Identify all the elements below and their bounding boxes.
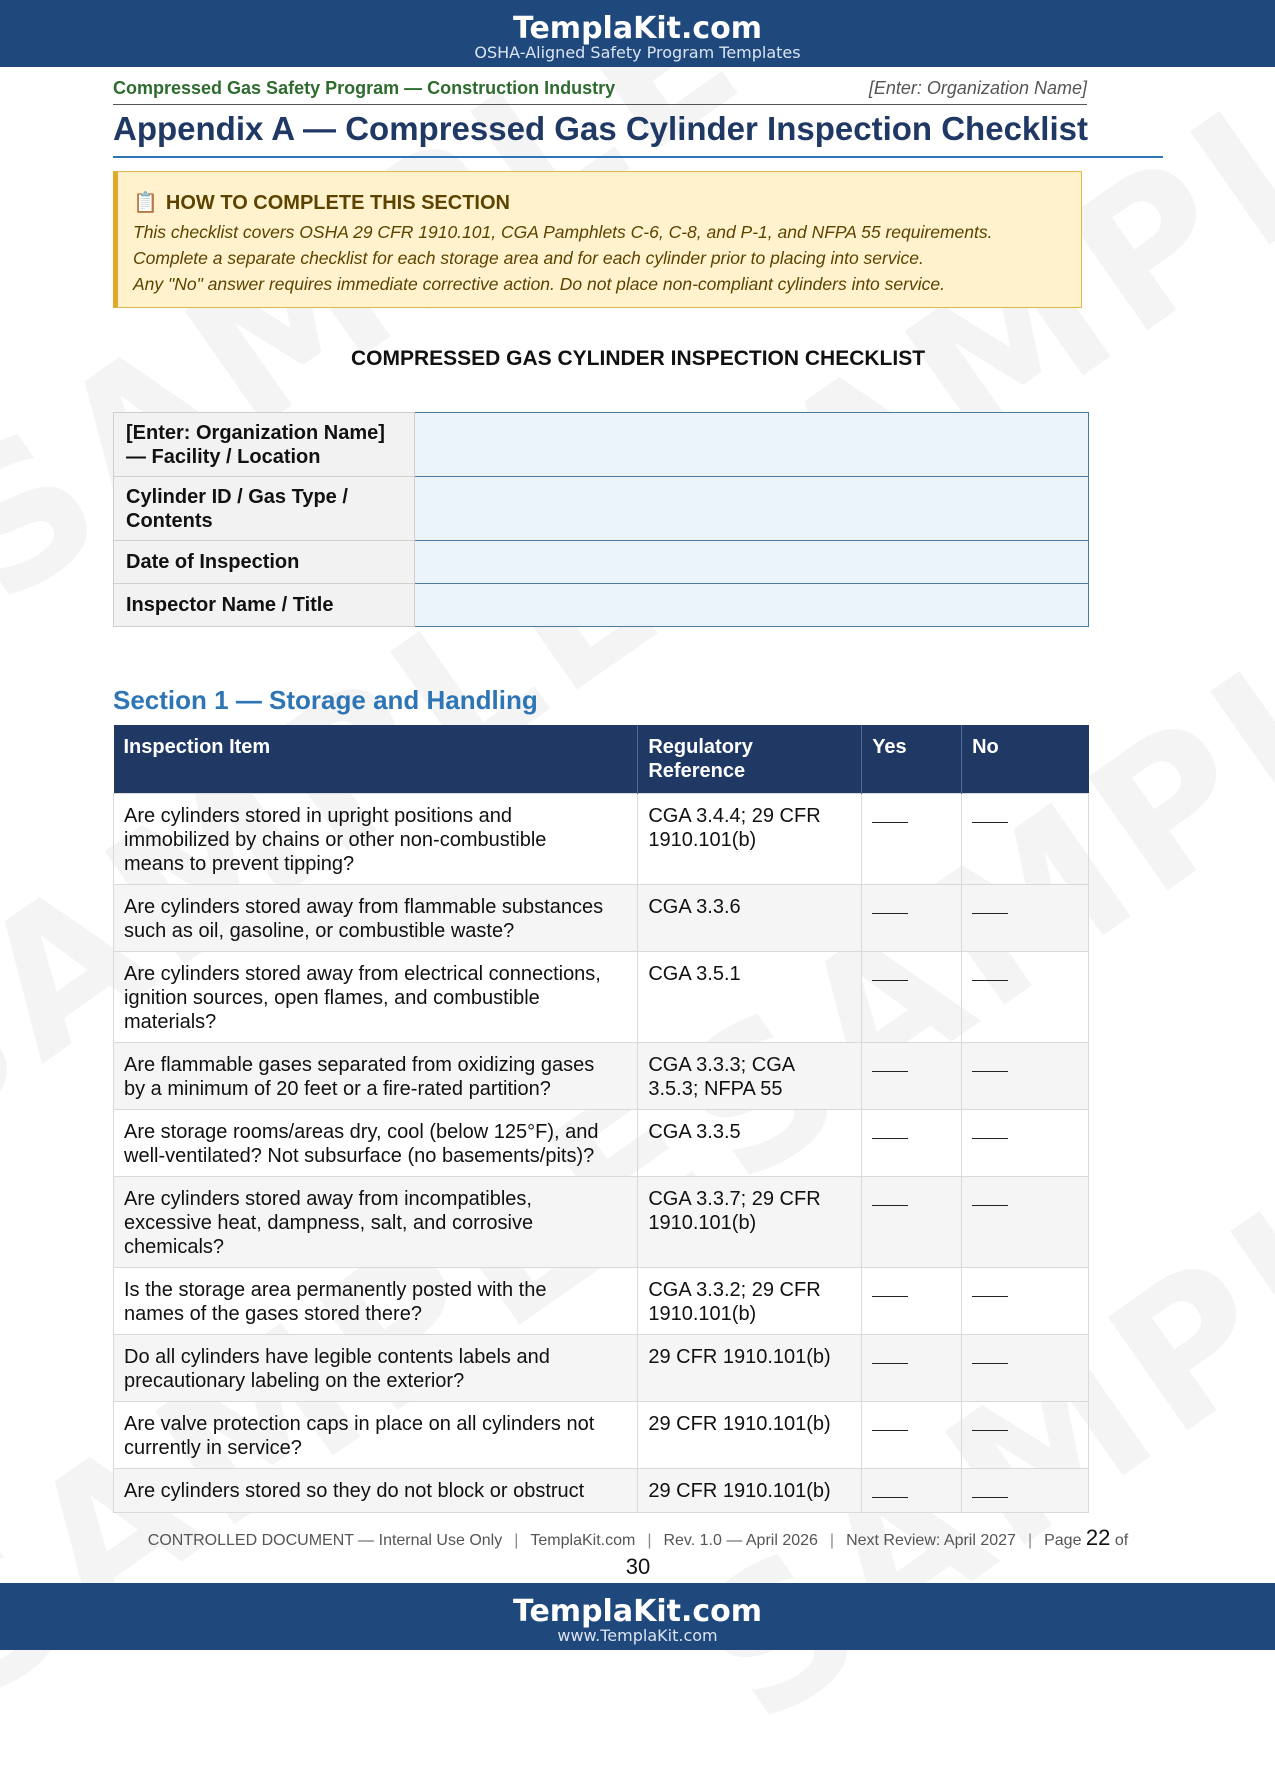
table-row (114, 1110, 1089, 1177)
inspection-item-cell (114, 952, 638, 1043)
table-row (114, 1268, 1089, 1335)
no-answer-cell[interactable] (962, 1335, 1089, 1402)
inspection-item-cell (114, 1469, 638, 1513)
inspection-item-line: Are cylinders stored away from incompatibles, (124, 1188, 532, 1210)
checklist-form-title: COMPRESSED GAS CYLINDER INSPECTION CHECKLIST (350, 347, 926, 370)
inspection-item-cell (114, 1335, 638, 1402)
inspection-item-cell (114, 794, 638, 885)
info-row (114, 584, 1089, 627)
yes-answer-blank[interactable] (872, 1187, 908, 1206)
regulatory-reference-cell (638, 1043, 862, 1110)
info-row (114, 477, 1089, 541)
regulatory-reference-line: CGA 3.5.1 (648, 963, 741, 985)
yes-answer-cell[interactable] (862, 1335, 962, 1402)
yes-answer-blank[interactable] (872, 1345, 908, 1364)
table-row (114, 1043, 1089, 1110)
regulatory-reference-line: CGA 3.3.5 (648, 1121, 741, 1143)
inspection-item-cell (114, 1402, 638, 1469)
inspection-item-line: immobilized by chains or other non-combustible (124, 829, 547, 851)
callout-heading-text: HOW TO COMPLETE THIS SECTION (165, 192, 510, 214)
yes-answer-blank[interactable] (872, 895, 908, 914)
info-row (114, 541, 1089, 584)
no-answer-blank[interactable] (972, 1187, 1008, 1206)
yes-answer-cell[interactable] (862, 1469, 962, 1513)
inspection-item-line: by a minimum of 20 feet or a fire-rated partition? (124, 1078, 551, 1100)
page-word: Page (1044, 1532, 1082, 1549)
inspection-item-line: Are cylinders stored in upright positions and (124, 805, 512, 827)
yes-answer-blank[interactable] (872, 1120, 908, 1139)
yes-answer-cell[interactable] (862, 1402, 962, 1469)
yes-answer-cell[interactable] (862, 1110, 962, 1177)
regulatory-reference-cell (638, 1177, 862, 1268)
regulatory-reference-cell (638, 1469, 862, 1513)
yes-answer-blank[interactable] (872, 804, 908, 823)
footer-url: www.TemplaKit.com (557, 1626, 718, 1645)
column-header-item: Inspection Item (114, 725, 638, 794)
inspection-item-line: materials? (124, 1011, 217, 1033)
page-footer (113, 1525, 1163, 1583)
regulatory-reference-cell (638, 1110, 862, 1177)
controlled-document-notice: CONTROLLED DOCUMENT — Internal Use Only (147, 1532, 503, 1549)
regulatory-reference-line: 3.5.3; NFPA 55 (648, 1078, 783, 1100)
regulatory-reference-cell (638, 1402, 862, 1469)
footer-separator: | (647, 1532, 652, 1549)
column-header-no: No (962, 725, 1089, 794)
field-label-line: Contents (126, 509, 213, 532)
field-label-line: Cylinder ID / Gas Type / (126, 485, 348, 508)
yes-answer-blank[interactable] (872, 1053, 908, 1072)
top-banner (0, 0, 1275, 67)
regulatory-reference-line: 1910.101(b) (648, 1303, 757, 1325)
inspection-checklist-table (113, 725, 1089, 1513)
inspection-item-cell (114, 1110, 638, 1177)
no-answer-cell[interactable] (962, 1043, 1089, 1110)
regulatory-reference-cell (638, 1335, 862, 1402)
no-answer-cell[interactable] (962, 1110, 1089, 1177)
yes-answer-cell[interactable] (862, 1043, 962, 1110)
field-label (114, 413, 415, 477)
regulatory-reference-cell (638, 885, 862, 952)
document-series-title: Compressed Gas Safety Program — Construction Industry (113, 78, 616, 98)
callout-heading (133, 190, 510, 215)
inspection-item-line: Are storage rooms/areas dry, cool (below 125°F), and (124, 1121, 599, 1143)
inspection-item-line: Do all cylinders have legible contents labels and (124, 1346, 550, 1368)
table-header-row (114, 725, 1089, 794)
brand-logo-text: TemplaKit.com (512, 11, 762, 46)
inspection-item-line: Is the storage area permanently posted with the (124, 1279, 547, 1301)
regulatory-reference-cell (638, 794, 862, 885)
callout-line: This checklist covers OSHA 29 CFR 1910.101, CGA Pamphlets C-6, C-8, and P-1, and NFPA 55 requirements. (133, 222, 993, 242)
inspection-item-line: precautionary labeling on the exterior? (124, 1370, 465, 1392)
table-row (114, 1469, 1089, 1513)
no-answer-blank[interactable] (972, 1479, 1008, 1498)
field-label: Inspector Name / Title (114, 584, 415, 627)
yes-answer-cell[interactable] (862, 1177, 962, 1268)
callout-line: Complete a separate checklist for each storage area and for each cylinder prior to placing into service. (133, 248, 924, 268)
column-header-yes: Yes (862, 725, 962, 794)
regulatory-reference-line: 29 CFR 1910.101(b) (648, 1480, 831, 1502)
inspection-item-line: Are cylinders stored so they do not block or obstruct (124, 1480, 585, 1502)
regulatory-reference-line: CGA 3.3.3; CGA (648, 1054, 796, 1076)
column-header-line: Regulatory (648, 736, 753, 758)
field-label-line: — Facility / Location (126, 445, 321, 468)
info-row (114, 413, 1089, 477)
regulatory-reference-line: 29 CFR 1910.101(b) (648, 1413, 831, 1435)
yes-answer-cell[interactable] (862, 952, 962, 1043)
next-review-date: Next Review: April 2027 (846, 1532, 1016, 1549)
no-answer-blank[interactable] (972, 962, 1008, 981)
table-row (114, 1335, 1089, 1402)
no-answer-blank[interactable] (972, 1053, 1008, 1072)
no-answer-cell[interactable] (962, 1177, 1089, 1268)
inspection-date-input[interactable] (415, 541, 1089, 584)
inspection-item-cell (114, 1043, 638, 1110)
bottom-banner (0, 1583, 1275, 1650)
of-word: of (1114, 1532, 1129, 1549)
table-row (114, 885, 1089, 952)
yes-answer-blank[interactable] (872, 962, 908, 981)
inspection-item-line: Are valve protection caps in place on all cylinders not (124, 1413, 595, 1435)
footer-separator: | (514, 1532, 519, 1549)
column-header-reference (638, 725, 862, 794)
instructions-callout (113, 171, 1082, 308)
brand-tagline: OSHA-Aligned Safety Program Templates (474, 43, 801, 62)
page-number: 22 (1085, 1525, 1111, 1550)
revision-info: Rev. 1.0 — April 2026 (663, 1532, 818, 1549)
regulatory-reference-cell (638, 952, 862, 1043)
inspection-item-line: Are cylinders stored away from flammable substances (124, 896, 604, 918)
regulatory-reference-cell (638, 1268, 862, 1335)
field-label: Date of Inspection (114, 541, 415, 584)
regulatory-reference-line: 29 CFR 1910.101(b) (648, 1346, 831, 1368)
inspection-item-line: well-ventilated? Not subsurface (no basements/pits)? (124, 1145, 595, 1167)
inspection-item-cell (114, 885, 638, 952)
yes-answer-blank[interactable] (872, 1479, 908, 1498)
inspection-item-line: Are cylinders stored away from electrical connections, (124, 963, 601, 985)
inspection-item-line: such as oil, gasoline, or combustible waste? (124, 920, 515, 942)
footer-separator: | (829, 1532, 835, 1549)
regulatory-reference-line: CGA 3.3.7; 29 CFR (648, 1188, 821, 1210)
regulatory-reference-line: CGA 3.3.2; 29 CFR (648, 1279, 821, 1301)
no-answer-cell[interactable] (962, 885, 1089, 952)
inspection-item-line: ignition sources, open flames, and combustible (124, 987, 540, 1009)
table-row (114, 1402, 1089, 1469)
section-heading: Section 1 — Storage and Handling (113, 685, 538, 715)
yes-answer-cell[interactable] (862, 885, 962, 952)
page-title: Appendix A — Compressed Gas Cylinder Inspection Checklist (113, 110, 1163, 158)
inspection-item-line: Are flammable gases separated from oxidizing gases (124, 1054, 595, 1076)
column-header-line: Reference (648, 760, 746, 782)
footer-brand-text: TemplaKit.com (512, 1594, 762, 1629)
no-answer-cell[interactable] (962, 1469, 1089, 1513)
inspector-name-input[interactable] (415, 584, 1089, 627)
yes-answer-cell[interactable] (862, 794, 962, 885)
inspection-item-cell (114, 1268, 638, 1335)
inspection-info-table (113, 412, 1089, 627)
table-row (114, 794, 1089, 885)
inspection-item-line: currently in service? (124, 1437, 302, 1459)
facility-location-input[interactable] (415, 413, 1089, 477)
inspection-item-line: chemicals? (124, 1236, 225, 1258)
table-row (114, 952, 1089, 1043)
regulatory-reference-line: CGA 3.4.4; 29 CFR (648, 805, 821, 827)
no-answer-blank[interactable] (972, 895, 1008, 914)
inspection-item-cell (114, 1177, 638, 1268)
footer-site: TemplaKit.com (530, 1532, 636, 1549)
no-answer-blank[interactable] (972, 1412, 1008, 1431)
footer-separator: | (1027, 1532, 1033, 1549)
field-label-line: [Enter: Organization Name] (126, 421, 385, 444)
yes-answer-cell[interactable] (862, 1268, 962, 1335)
regulatory-reference-line: 1910.101(b) (648, 829, 757, 851)
inspection-item-line: excessive heat, dampness, salt, and corrosive (124, 1212, 534, 1234)
no-answer-blank[interactable] (972, 1278, 1008, 1297)
cylinder-id-input[interactable] (415, 477, 1089, 541)
no-answer-blank[interactable] (972, 1120, 1008, 1139)
callout-line: Any "No" answer requires immediate corrective action. Do not place non-compliant cylinders into service. (133, 274, 945, 294)
callout-body (133, 219, 992, 297)
field-label (114, 477, 415, 541)
yes-answer-blank[interactable] (872, 1412, 908, 1431)
regulatory-reference-line: CGA 3.3.6 (648, 896, 741, 918)
regulatory-reference-line: 1910.101(b) (648, 1212, 757, 1234)
running-header (113, 76, 1087, 105)
no-answer-cell[interactable] (962, 1268, 1089, 1335)
no-answer-cell[interactable] (962, 794, 1089, 885)
table-row (114, 1177, 1089, 1268)
organization-name-placeholder: [Enter: Organization Name] (868, 78, 1087, 98)
inspection-item-line: means to prevent tipping? (124, 853, 355, 875)
no-answer-blank[interactable] (972, 1345, 1008, 1364)
total-pages: 30 (625, 1554, 651, 1579)
no-answer-cell[interactable] (962, 1402, 1089, 1469)
inspection-item-line: names of the gases stored there? (124, 1303, 422, 1325)
no-answer-blank[interactable] (972, 804, 1008, 823)
no-answer-cell[interactable] (962, 952, 1089, 1043)
yes-answer-blank[interactable] (872, 1278, 908, 1297)
clipboard-icon: 📋 (133, 192, 158, 214)
